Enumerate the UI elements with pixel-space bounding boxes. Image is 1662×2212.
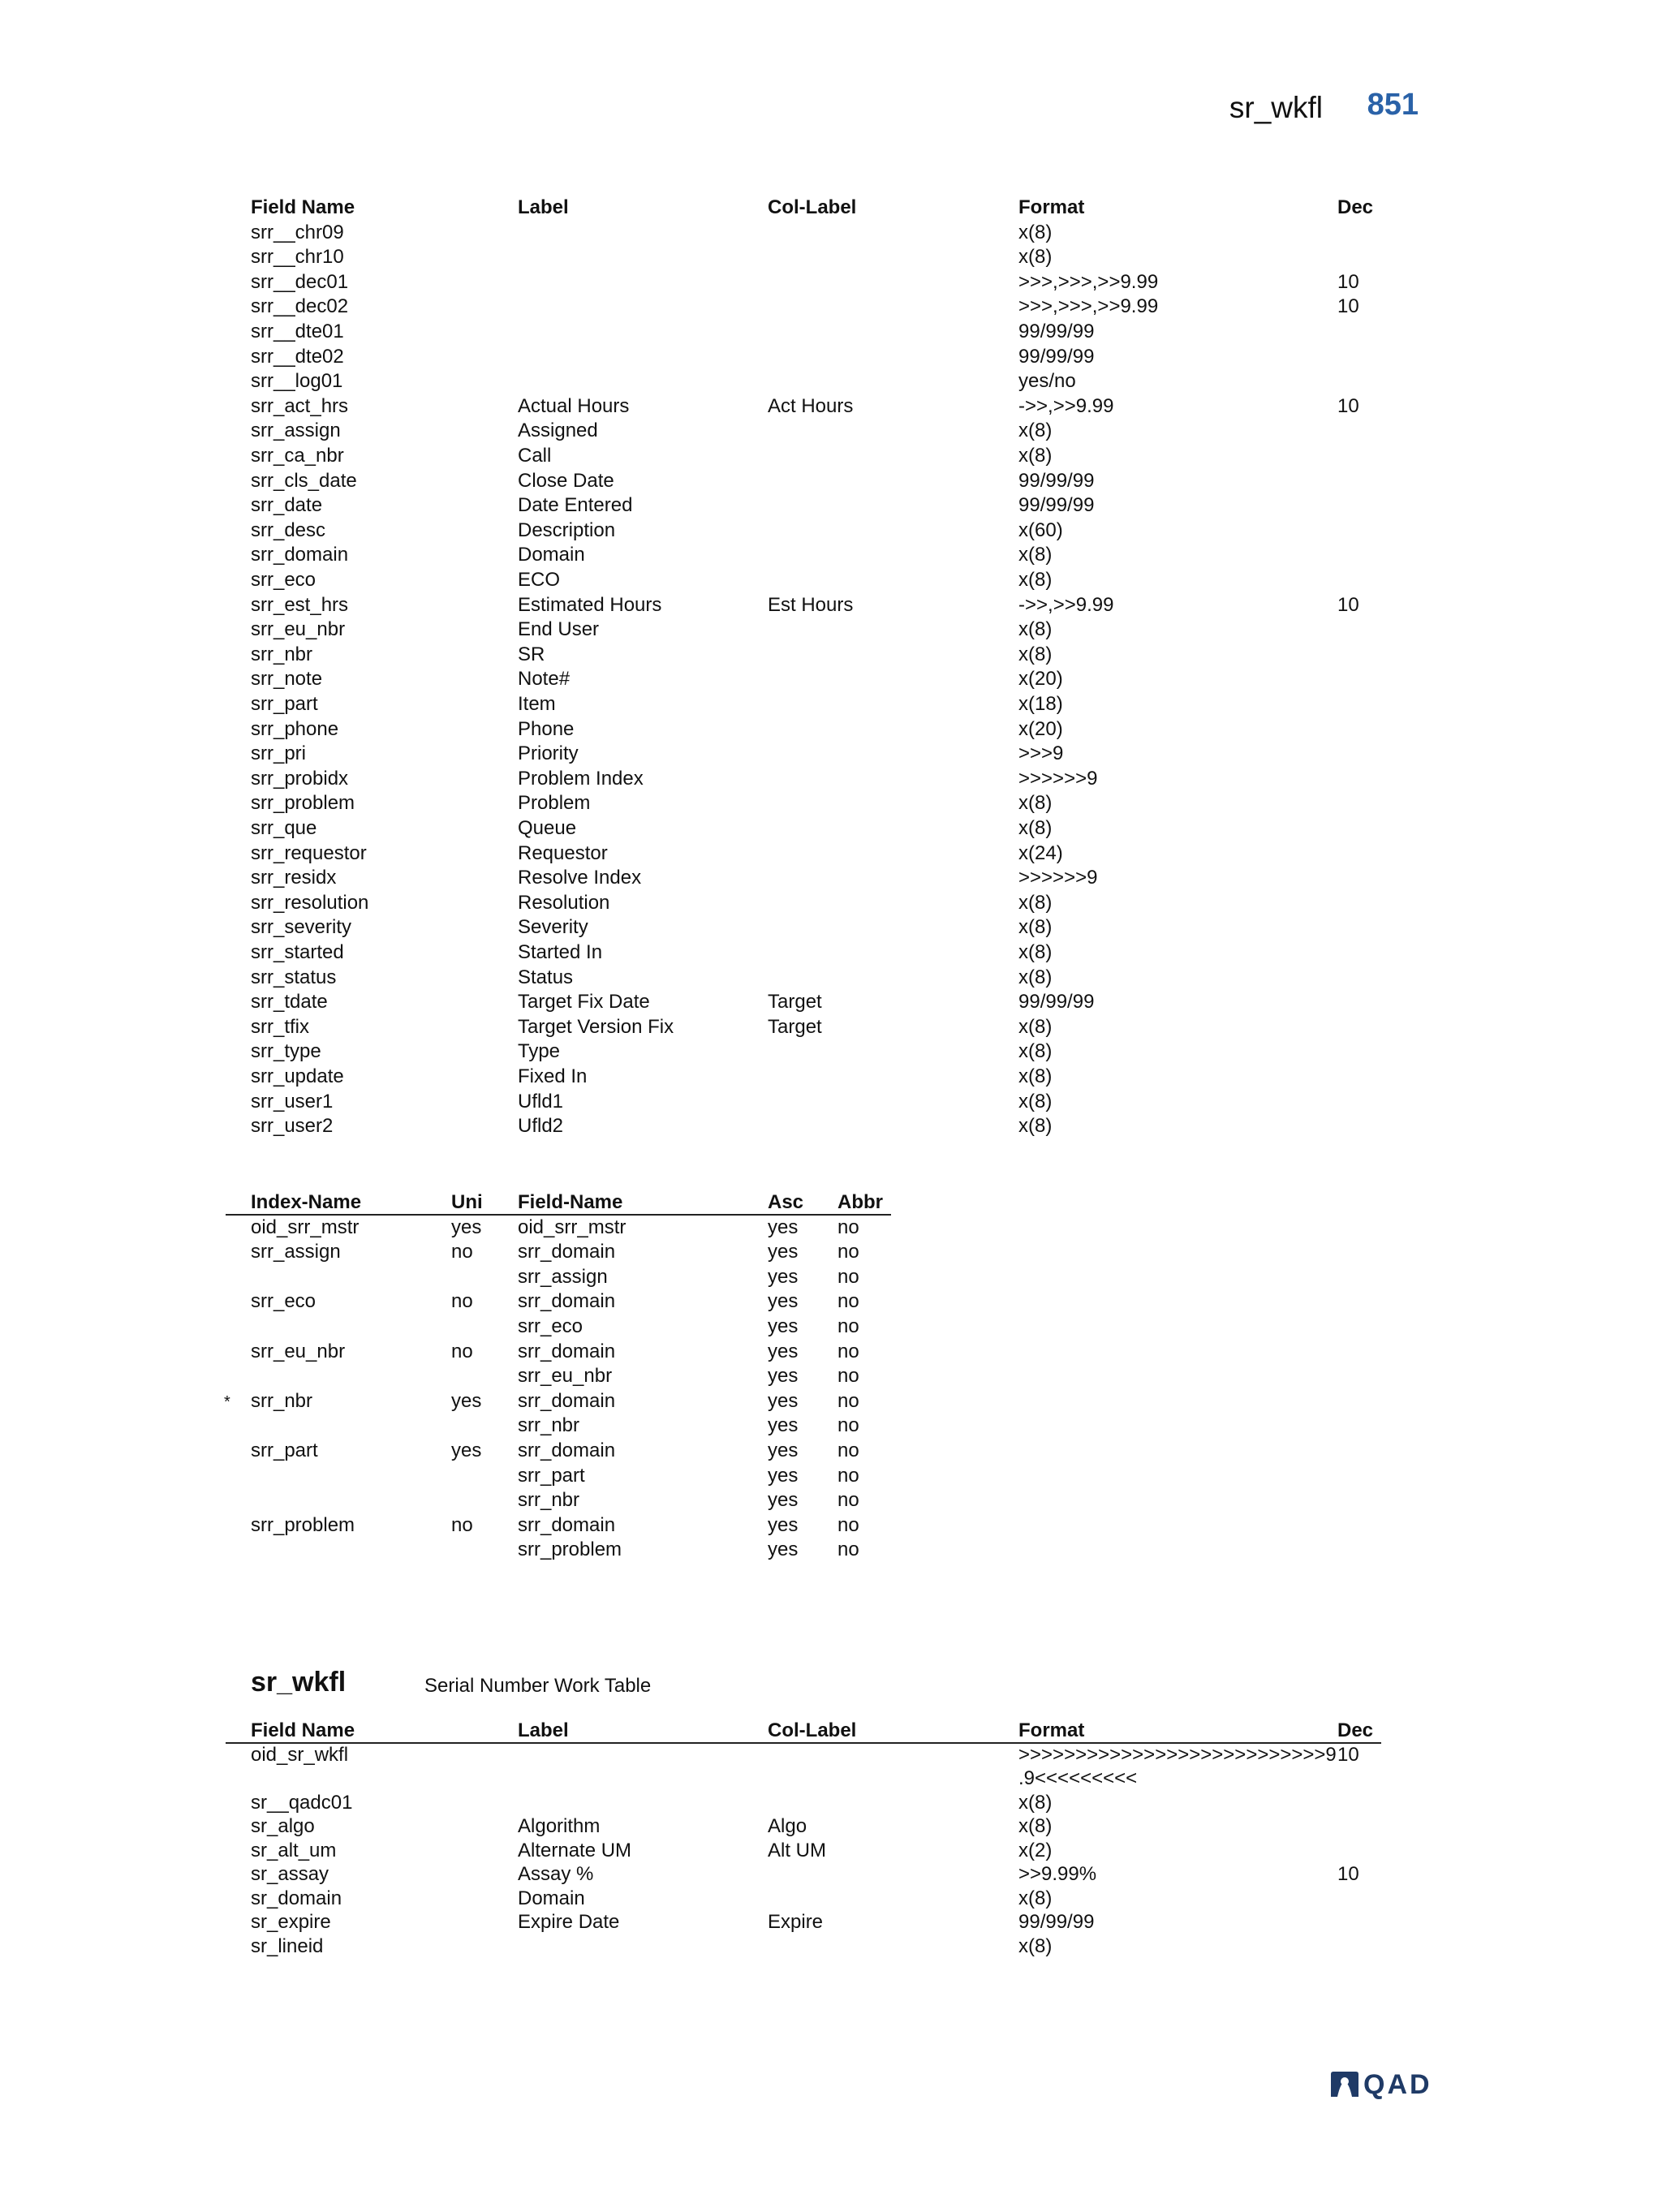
table-row bbox=[0, 1814, 1662, 1839]
format-cell: x(8) bbox=[1018, 817, 1053, 839]
table-row bbox=[0, 1861, 1662, 1887]
field-name-cell: srr_phone bbox=[251, 717, 339, 740]
format-cell: x(8) bbox=[1018, 941, 1053, 963]
format-cell: x(8) bbox=[1018, 1065, 1053, 1087]
format-cell: x(8) bbox=[1018, 1791, 1053, 1814]
abbr-cell: no bbox=[837, 1241, 859, 1263]
field-name-cell: srr__chr10 bbox=[251, 246, 344, 269]
header-label: Label bbox=[518, 1719, 569, 1741]
index-row bbox=[0, 1463, 1662, 1488]
field-name-cell: srr_nbr bbox=[251, 643, 313, 665]
label-cell: Target Fix Date bbox=[518, 991, 650, 1013]
label-cell: Call bbox=[518, 445, 552, 467]
format-cell: x(8) bbox=[1018, 1887, 1053, 1909]
col-label-cell: Algo bbox=[768, 1815, 807, 1837]
format-cell: x(8) bbox=[1018, 246, 1053, 269]
asc-cell: yes bbox=[768, 1340, 799, 1362]
table-row bbox=[0, 1113, 1662, 1138]
label-cell: Started In bbox=[518, 941, 603, 963]
table-row bbox=[0, 617, 1662, 642]
label-cell: Note# bbox=[518, 668, 571, 691]
field-name-cell: srr_probidx bbox=[251, 767, 349, 790]
asc-cell: yes bbox=[768, 1365, 799, 1388]
format-cell: .9<<<<<<<<< bbox=[1018, 1767, 1138, 1789]
asc-cell: yes bbox=[768, 1513, 799, 1536]
index-field-cell: srr_domain bbox=[518, 1440, 616, 1461]
abbr-cell: no bbox=[837, 1340, 859, 1362]
table-row bbox=[0, 691, 1662, 717]
label-cell: Domain bbox=[518, 1887, 585, 1909]
table-row bbox=[0, 567, 1662, 592]
asc-cell: yes bbox=[768, 1389, 799, 1412]
field-name-cell: srr_severity bbox=[251, 916, 352, 939]
index-name-cell: srr_problem bbox=[251, 1513, 355, 1536]
table-row bbox=[0, 940, 1662, 965]
table-row bbox=[0, 989, 1662, 1014]
label-cell: ECO bbox=[518, 569, 561, 591]
field-name-cell: srr_requestor bbox=[251, 841, 367, 864]
asc-cell: yes bbox=[768, 1489, 799, 1512]
asc-cell: yes bbox=[768, 1315, 799, 1337]
format-cell: x(8) bbox=[1018, 618, 1053, 641]
col-label-cell: Expire bbox=[768, 1911, 824, 1933]
format-cell: x(8) bbox=[1018, 1934, 1053, 1957]
label-cell: Resolve Index bbox=[518, 867, 642, 889]
format-cell: yes/no bbox=[1018, 370, 1076, 393]
field-name-cell: srr_desc bbox=[251, 519, 326, 541]
format-cell: 99/99/99 bbox=[1018, 469, 1095, 492]
asc-cell: yes bbox=[768, 1265, 799, 1288]
index-row bbox=[0, 1513, 1662, 1538]
dec-cell: 10 bbox=[1337, 1743, 1359, 1766]
field-name-cell: sr_algo bbox=[251, 1815, 315, 1837]
label-cell: Date Entered bbox=[518, 494, 633, 517]
asc-cell: yes bbox=[768, 1464, 799, 1487]
dec-cell: 10 bbox=[1337, 295, 1359, 318]
label-cell: Alternate UM bbox=[518, 1839, 632, 1861]
label-cell: Estimated Hours bbox=[518, 593, 662, 616]
table-header-row bbox=[0, 195, 1662, 220]
table-row bbox=[0, 965, 1662, 990]
header-dec: Dec bbox=[1337, 1719, 1374, 1741]
table-row bbox=[0, 1790, 1662, 1815]
format-cell: x(24) bbox=[1018, 841, 1063, 864]
table-row bbox=[0, 1089, 1662, 1114]
format-cell: x(8) bbox=[1018, 643, 1053, 665]
qad-logo bbox=[1329, 2068, 1432, 2100]
index-row bbox=[0, 1339, 1662, 1364]
label-cell: Resolution bbox=[518, 891, 610, 914]
index-field-cell: srr_domain bbox=[518, 1389, 616, 1412]
label-cell: Priority bbox=[518, 742, 579, 765]
field-name-cell: srr__dte01 bbox=[251, 321, 344, 342]
table-row bbox=[0, 294, 1662, 319]
table-row bbox=[0, 1742, 1662, 1767]
asc-cell: yes bbox=[768, 1414, 799, 1437]
table-row bbox=[0, 418, 1662, 443]
index-row bbox=[0, 1388, 1662, 1414]
field-name-cell: srr_status bbox=[251, 966, 337, 988]
table-row bbox=[0, 493, 1662, 518]
label-cell: End User bbox=[518, 618, 600, 641]
field-name-cell: sr__qadc01 bbox=[251, 1791, 353, 1814]
field-name-cell: srr_date bbox=[251, 494, 323, 517]
index-row bbox=[0, 1413, 1662, 1438]
asc-cell: yes bbox=[768, 1216, 799, 1238]
index-row bbox=[0, 1215, 1662, 1240]
field-name-cell: srr__log01 bbox=[251, 370, 343, 393]
label-cell: Algorithm bbox=[518, 1815, 601, 1837]
field-name-cell: srr_cls_date bbox=[251, 469, 357, 492]
format-cell: >>>,>>>,>>9.99 bbox=[1018, 270, 1159, 293]
label-cell: Target Version Fix bbox=[518, 1015, 674, 1038]
label-cell: Type bbox=[518, 1040, 561, 1063]
asc-cell: yes bbox=[768, 1290, 799, 1313]
header-col-label: Col-Label bbox=[768, 196, 857, 218]
label-cell: Requestor bbox=[518, 841, 608, 864]
asc-cell: yes bbox=[768, 1241, 799, 1263]
table-row bbox=[0, 592, 1662, 618]
format-cell: x(8) bbox=[1018, 221, 1053, 243]
col-label-cell: Act Hours bbox=[768, 394, 854, 417]
col-label-cell: Alt UM bbox=[768, 1839, 826, 1861]
dec-cell: 10 bbox=[1337, 1863, 1359, 1885]
label-cell: Fixed In bbox=[518, 1065, 588, 1087]
field-name-cell: srr_part bbox=[251, 693, 318, 715]
format-cell: x(8) bbox=[1018, 544, 1053, 566]
format-cell: x(8) bbox=[1018, 1815, 1053, 1837]
dec-cell: 10 bbox=[1337, 270, 1359, 293]
table-row bbox=[0, 914, 1662, 940]
abbr-cell: no bbox=[837, 1265, 859, 1288]
label-cell: Close Date bbox=[518, 469, 614, 492]
label-cell: Status bbox=[518, 966, 574, 988]
asc-cell: yes bbox=[768, 1539, 799, 1561]
table-row bbox=[0, 766, 1662, 791]
index-field-cell: srr_eco bbox=[518, 1315, 583, 1337]
table-header-row bbox=[0, 1718, 1662, 1743]
table-row bbox=[0, 890, 1662, 915]
index-name-cell: srr_eco bbox=[251, 1290, 316, 1313]
label-cell: Problem bbox=[518, 792, 591, 815]
table-row bbox=[0, 1838, 1662, 1863]
index-name-cell: srr_nbr bbox=[251, 1389, 313, 1412]
format-cell: x(8) bbox=[1018, 792, 1053, 815]
format-cell: >>>>>>>>>>>>>>>>>>>>>>>>>>>9 bbox=[1018, 1743, 1337, 1766]
section-description: Serial Number Work Table bbox=[424, 1675, 652, 1697]
abbr-cell: no bbox=[837, 1414, 859, 1437]
abbr-cell: no bbox=[837, 1365, 859, 1388]
field-name-cell: sr_assay bbox=[251, 1863, 329, 1885]
index-header-row bbox=[0, 1190, 1662, 1215]
table-row bbox=[0, 642, 1662, 667]
table-row bbox=[0, 1886, 1662, 1911]
field-name-cell: srr_type bbox=[251, 1040, 321, 1063]
label-cell: Severity bbox=[518, 916, 588, 939]
uni-cell: no bbox=[451, 1513, 473, 1536]
format-cell: 99/99/99 bbox=[1018, 321, 1095, 342]
label-cell: SR bbox=[518, 643, 545, 665]
field-name-cell: srr__chr09 bbox=[251, 221, 344, 243]
field-name-cell: srr_tdate bbox=[251, 991, 328, 1013]
table-row bbox=[0, 666, 1662, 691]
index-field-cell: srr_nbr bbox=[518, 1489, 580, 1512]
table-row bbox=[0, 394, 1662, 419]
label-cell: Assigned bbox=[518, 420, 598, 442]
format-cell: x(8) bbox=[1018, 1040, 1053, 1063]
header-label: Label bbox=[518, 196, 569, 218]
format-cell: x(8) bbox=[1018, 569, 1053, 591]
format-cell: >>>,>>>,>>9.99 bbox=[1018, 295, 1159, 318]
qad-logo-text: QAD bbox=[1363, 2068, 1432, 2100]
index-name-cell: srr_eu_nbr bbox=[251, 1340, 346, 1362]
abbr-cell: no bbox=[837, 1539, 859, 1561]
header-uni: Uni bbox=[451, 1191, 483, 1213]
index-field-cell: oid_srr_mstr bbox=[518, 1216, 626, 1238]
section-title: sr_wkfl bbox=[251, 1667, 347, 1698]
header-field-name: Field Name bbox=[251, 196, 355, 218]
format-cell: x(2) bbox=[1018, 1839, 1053, 1861]
field-name-cell: oid_sr_wkfl bbox=[251, 1743, 349, 1766]
format-cell: x(8) bbox=[1018, 420, 1053, 442]
field-name-cell: srr__dec01 bbox=[251, 270, 349, 293]
field-name-cell: srr_tfix bbox=[251, 1015, 309, 1038]
table-row bbox=[0, 790, 1662, 816]
uni-cell: no bbox=[451, 1290, 473, 1313]
field-name-cell: srr_eco bbox=[251, 569, 316, 591]
field-name-cell: srr_note bbox=[251, 668, 323, 691]
format-cell: x(8) bbox=[1018, 966, 1053, 988]
index-name-cell: oid_srr_mstr bbox=[251, 1216, 360, 1238]
field-name-cell: srr_eu_nbr bbox=[251, 618, 346, 641]
abbr-cell: no bbox=[837, 1315, 859, 1337]
uni-cell: no bbox=[451, 1340, 473, 1362]
label-cell: Queue bbox=[518, 817, 577, 839]
header-format: Format bbox=[1018, 196, 1085, 218]
format-cell: ->>,>>9.99 bbox=[1018, 593, 1114, 616]
table-row bbox=[0, 344, 1662, 369]
field-name-cell: srr_residx bbox=[251, 867, 337, 889]
format-cell: >>>>>>9 bbox=[1018, 867, 1098, 889]
table-row bbox=[0, 841, 1662, 866]
table-row bbox=[0, 1039, 1662, 1064]
index-field-cell: srr_nbr bbox=[518, 1414, 580, 1437]
qad-logo-icon bbox=[1329, 2071, 1360, 2098]
table-row bbox=[0, 518, 1662, 543]
abbr-cell: no bbox=[837, 1513, 859, 1536]
asc-cell: yes bbox=[768, 1440, 799, 1461]
format-cell: >>>9 bbox=[1018, 742, 1064, 765]
label-cell: Domain bbox=[518, 544, 585, 566]
field-name-cell: srr__dte02 bbox=[251, 345, 344, 368]
table-row bbox=[0, 816, 1662, 841]
label-cell: Assay % bbox=[518, 1863, 594, 1885]
field-name-cell: srr_user1 bbox=[251, 1090, 334, 1112]
header-field-name: Field Name bbox=[251, 1719, 355, 1741]
index-field-cell: srr_eu_nbr bbox=[518, 1365, 613, 1388]
index-row bbox=[0, 1487, 1662, 1513]
table-row bbox=[0, 1766, 1662, 1791]
format-cell: 99/99/99 bbox=[1018, 1911, 1095, 1933]
field-name-cell: sr_domain bbox=[251, 1887, 342, 1909]
index-row bbox=[0, 1289, 1662, 1314]
format-cell: ->>,>>9.99 bbox=[1018, 394, 1114, 417]
index-name-cell: srr_assign bbox=[251, 1241, 341, 1263]
format-cell: x(60) bbox=[1018, 519, 1063, 541]
field-name-cell: srr_que bbox=[251, 817, 317, 839]
index-field-cell: srr_domain bbox=[518, 1290, 616, 1313]
index-row bbox=[0, 1363, 1662, 1388]
abbr-cell: no bbox=[837, 1389, 859, 1412]
table-row bbox=[0, 319, 1662, 344]
index-row bbox=[0, 1537, 1662, 1562]
format-cell: x(8) bbox=[1018, 1090, 1053, 1112]
format-cell: >>9.99% bbox=[1018, 1863, 1097, 1885]
field-name-cell: srr_ca_nbr bbox=[251, 445, 344, 467]
table-row bbox=[0, 368, 1662, 394]
field-name-cell: srr_problem bbox=[251, 792, 355, 815]
table-row bbox=[0, 1909, 1662, 1934]
abbr-cell: no bbox=[837, 1440, 859, 1461]
field-name-cell: sr_lineid bbox=[251, 1934, 324, 1957]
field-name-cell: srr_started bbox=[251, 941, 344, 963]
index-field-cell: srr_assign bbox=[518, 1265, 608, 1288]
table-row bbox=[0, 741, 1662, 766]
field-name-cell: srr_update bbox=[251, 1065, 344, 1087]
table-row bbox=[0, 1014, 1662, 1039]
index-field-cell: srr_domain bbox=[518, 1340, 616, 1362]
header-dec: Dec bbox=[1337, 196, 1374, 218]
header-index-name: Index-Name bbox=[251, 1191, 362, 1213]
table-row bbox=[0, 220, 1662, 245]
label-cell: Expire Date bbox=[518, 1911, 620, 1933]
format-cell: >>>>>>9 bbox=[1018, 767, 1098, 790]
index-field-cell: srr_domain bbox=[518, 1241, 616, 1263]
header-abbr: Abbr bbox=[837, 1191, 883, 1213]
abbr-cell: no bbox=[837, 1290, 859, 1313]
primary-index-marker: * bbox=[224, 1392, 230, 1411]
uni-cell: no bbox=[451, 1241, 473, 1263]
field-name-cell: sr_expire bbox=[251, 1911, 331, 1933]
index-field-cell: srr_domain bbox=[518, 1513, 616, 1536]
uni-cell: yes bbox=[451, 1440, 482, 1461]
dec-cell: 10 bbox=[1337, 394, 1359, 417]
field-name-cell: srr_est_hrs bbox=[251, 593, 349, 616]
field-name-cell: srr_assign bbox=[251, 420, 341, 442]
label-cell: Problem Index bbox=[518, 767, 644, 790]
label-cell: Ufld1 bbox=[518, 1090, 564, 1112]
table-row bbox=[0, 244, 1662, 269]
field-name-cell: srr_domain bbox=[251, 544, 349, 566]
table-row bbox=[0, 1064, 1662, 1089]
table-row bbox=[0, 443, 1662, 468]
format-cell: x(18) bbox=[1018, 693, 1063, 715]
table-row bbox=[0, 865, 1662, 890]
page-number: 851 bbox=[1367, 88, 1419, 122]
table-row bbox=[0, 1934, 1662, 1959]
index-row bbox=[0, 1314, 1662, 1339]
abbr-cell: no bbox=[837, 1489, 859, 1512]
format-cell: 99/99/99 bbox=[1018, 991, 1095, 1013]
field-name-cell: srr_resolution bbox=[251, 891, 369, 914]
format-cell: x(20) bbox=[1018, 717, 1063, 740]
abbr-cell: no bbox=[837, 1464, 859, 1487]
field-name-cell: srr_pri bbox=[251, 742, 307, 765]
col-label-cell: Est Hours bbox=[768, 593, 854, 616]
header-asc: Asc bbox=[768, 1191, 804, 1213]
format-cell: x(8) bbox=[1018, 916, 1053, 939]
format-cell: x(8) bbox=[1018, 445, 1053, 467]
field-name-cell: srr_user2 bbox=[251, 1115, 334, 1138]
header-format: Format bbox=[1018, 1719, 1085, 1741]
index-name-cell: srr_part bbox=[251, 1440, 318, 1461]
index-field-cell: srr_part bbox=[518, 1464, 585, 1487]
index-row bbox=[0, 1438, 1662, 1463]
header-col-label: Col-Label bbox=[768, 1719, 857, 1741]
abbr-cell: no bbox=[837, 1216, 859, 1238]
field-name-cell: srr_act_hrs bbox=[251, 394, 349, 417]
dec-cell: 10 bbox=[1337, 593, 1359, 616]
col-label-cell: Target bbox=[768, 1015, 822, 1038]
format-cell: x(8) bbox=[1018, 891, 1053, 914]
field-name-cell: sr_alt_um bbox=[251, 1839, 337, 1861]
col-label-cell: Target bbox=[768, 991, 822, 1013]
index-row bbox=[0, 1264, 1662, 1289]
label-cell: Actual Hours bbox=[518, 394, 630, 417]
format-cell: x(8) bbox=[1018, 1015, 1053, 1038]
running-title: sr_wkfl bbox=[1229, 91, 1323, 124]
format-cell: 99/99/99 bbox=[1018, 494, 1095, 517]
label-cell: Phone bbox=[518, 717, 575, 740]
format-cell: x(8) bbox=[1018, 1115, 1053, 1138]
uni-cell: yes bbox=[451, 1389, 482, 1412]
field-name-cell: srr__dec02 bbox=[251, 295, 349, 318]
table-row bbox=[0, 542, 1662, 567]
header-field-name: Field-Name bbox=[518, 1191, 623, 1213]
uni-cell: yes bbox=[451, 1216, 482, 1238]
label-cell: Ufld2 bbox=[518, 1115, 564, 1138]
label-cell: Description bbox=[518, 519, 616, 541]
format-cell: x(20) bbox=[1018, 668, 1063, 691]
index-field-cell: srr_problem bbox=[518, 1539, 622, 1561]
format-cell: 99/99/99 bbox=[1018, 345, 1095, 368]
index-row bbox=[0, 1239, 1662, 1264]
label-cell: Item bbox=[518, 693, 556, 715]
table-row bbox=[0, 468, 1662, 493]
table-row bbox=[0, 717, 1662, 742]
table-row bbox=[0, 269, 1662, 295]
